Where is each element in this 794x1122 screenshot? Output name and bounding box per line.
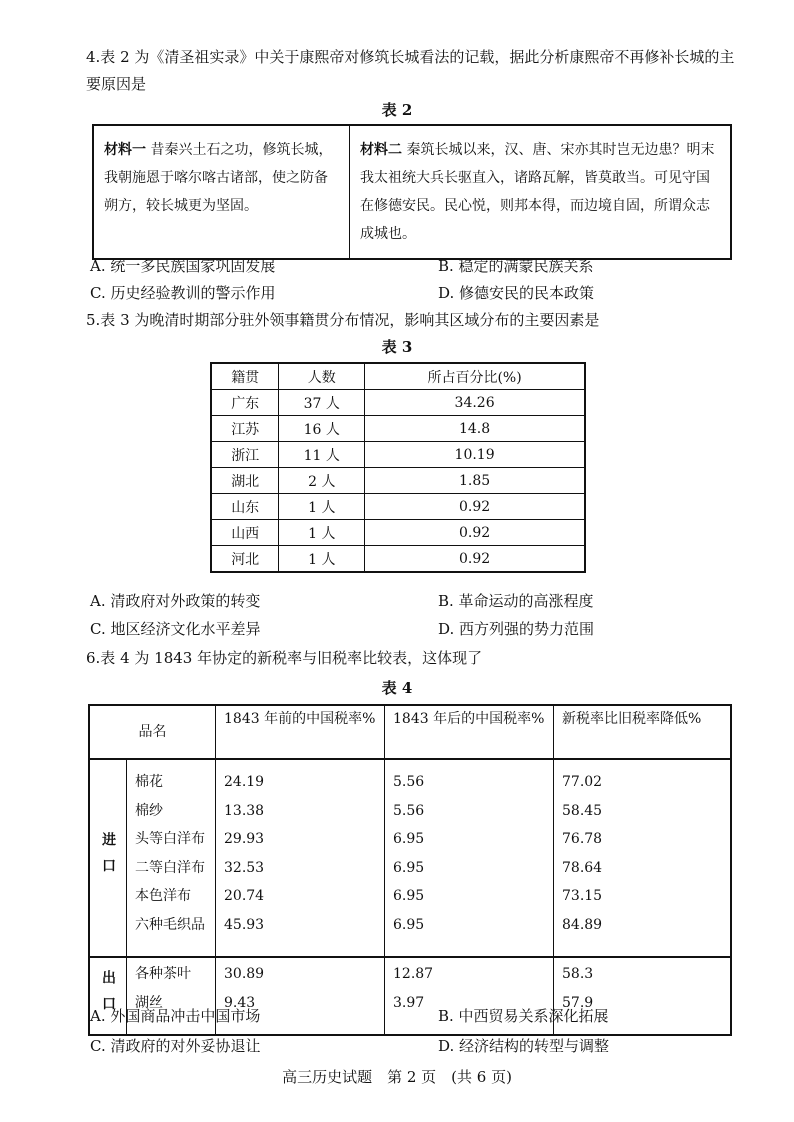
table-row	[211, 390, 585, 416]
q6-option-c[interactable]: C. 清政府的对外妥协退让	[90, 1037, 261, 1055]
q6-stem: 6.表 4 为 1843 年协定的新税率与旧税率比较表，这体现了	[86, 649, 483, 667]
cell: 山东	[211, 494, 279, 520]
list-item: 5.56	[393, 802, 425, 819]
list-item: 六种毛织品	[135, 916, 205, 933]
list-item: 29.93	[224, 831, 265, 847]
cell: 1 人	[279, 494, 365, 520]
cell: 广东	[211, 390, 279, 416]
cell: 0.92	[365, 520, 585, 546]
list-item: 6.95	[393, 888, 425, 904]
q4-option-c[interactable]: C. 历史经验教训的警示作用	[90, 284, 276, 302]
list-item: 湖丝	[135, 994, 163, 1011]
list-item: 78.64	[562, 859, 603, 876]
list-item: 32.53	[224, 859, 265, 876]
list-item: 24.19	[224, 774, 265, 790]
q5-table-caption: 表 3	[381, 338, 413, 356]
table-header-row	[89, 705, 731, 759]
import-section	[89, 759, 731, 957]
cell: 2 人	[279, 468, 365, 494]
cell: 湖北	[211, 468, 279, 494]
header-reduction: 新税率比旧税率降低%	[554, 705, 732, 759]
import-old-rates	[216, 759, 385, 957]
table-row	[211, 546, 585, 573]
header-count: 人数	[279, 363, 365, 390]
q5-option-a[interactable]: A. 清政府对外政策的转变	[90, 592, 261, 610]
q5-option-d[interactable]: D. 西方列强的势力范围	[438, 620, 595, 638]
import-names	[127, 759, 216, 957]
header-new-rate: 1843 年后的中国税率%	[385, 705, 554, 759]
table-row	[211, 520, 585, 546]
table-row	[211, 468, 585, 494]
list-item: 二等白洋布	[135, 859, 205, 876]
list-item: 6.95	[393, 916, 425, 933]
q5-option-c[interactable]: C. 地区经济文化水平差异	[90, 620, 261, 638]
q5-stem: 5.表 3 为晚清时期部分驻外领事籍贯分布情况，影响其区域分布的主要因素是	[86, 311, 600, 329]
list-item: 30.89	[224, 966, 265, 982]
table-row	[211, 494, 585, 520]
table-row	[211, 416, 585, 442]
cell: 山西	[211, 520, 279, 546]
import-label: 进口	[89, 759, 127, 957]
list-item: 58.3	[562, 966, 594, 982]
table-3	[210, 362, 586, 573]
table-2	[92, 124, 732, 260]
cell: 37 人	[279, 390, 365, 416]
table-4	[88, 704, 732, 1036]
list-item: 3.97	[393, 994, 425, 1011]
material-2-label: 材料二	[360, 142, 402, 158]
cell: 16 人	[279, 416, 365, 442]
list-item: 棉花	[135, 774, 163, 790]
list-item: 77.02	[562, 774, 603, 790]
import-new-rates	[385, 759, 554, 957]
table-row	[211, 442, 585, 468]
list-item: 73.15	[562, 888, 603, 904]
list-item: 5.56	[393, 774, 425, 790]
list-item: 13.38	[224, 802, 265, 819]
cell: 0.92	[365, 546, 585, 573]
q4-table-caption: 表 2	[381, 101, 413, 119]
material-2-text: 秦筑长城以来，汉、唐、宋亦其时岂无边患？明末我太祖统大兵长驱直入，诸路瓦解，皆莫敢当。可见守国在修德安民。民心悦，则邦本得，而边境自固，所谓众志成城也。	[360, 142, 715, 242]
list-item: 20.74	[224, 888, 265, 904]
cell: 11 人	[279, 442, 365, 468]
list-item: 76.78	[562, 831, 603, 847]
list-item: 58.45	[562, 802, 603, 819]
q6-option-a[interactable]: A. 外国商品冲击中国市场	[90, 1007, 261, 1025]
cell: 0.92	[365, 494, 585, 520]
header-old-rate: 1843 年前的中国税率%	[216, 705, 385, 759]
cell: 浙江	[211, 442, 279, 468]
list-item: 57.9	[562, 994, 594, 1011]
cell: 14.8	[365, 416, 585, 442]
cell: 1 人	[279, 520, 365, 546]
q5-option-b[interactable]: B. 革命运动的高涨程度	[438, 592, 594, 610]
q4-stem: 4.表 2 为《清圣祖实录》中关于康熙帝对修筑长城看法的记载，据此分析康熙帝不再修补长城的主要原因是	[86, 48, 735, 93]
material-1-label: 材料一	[104, 142, 146, 158]
list-item: 棉纱	[135, 802, 163, 819]
list-item: 头等白洋布	[135, 831, 205, 847]
page-footer: 高三历史试题 第 2 页 (共 6 页)	[282, 1068, 512, 1086]
header-item-name: 品名	[89, 705, 216, 759]
header-percent: 所占百分比(%)	[365, 363, 585, 390]
header-native-place: 籍贯	[211, 363, 279, 390]
list-item: 9.43	[224, 994, 256, 1011]
list-item: 各种茶叶	[135, 966, 191, 982]
q6-option-b[interactable]: B. 中西贸易关系深化拓展	[438, 1007, 609, 1025]
list-item: 本色洋布	[135, 888, 191, 904]
q4-option-b[interactable]: B. 稳定的满蒙民族关系	[438, 257, 594, 275]
list-item: 84.89	[562, 916, 603, 933]
q6-table-caption: 表 4	[381, 679, 413, 697]
cell: 10.19	[365, 442, 585, 468]
material-1-text: 昔秦兴土石之功，修筑长城，我朝施恩于喀尔喀古诸部，使之防备朔方，较长城更为坚固。	[104, 142, 333, 214]
list-item: 45.93	[224, 916, 265, 933]
cell: 河北	[211, 546, 279, 573]
list-item: 12.87	[393, 966, 434, 982]
export-label: 出口	[89, 957, 127, 1035]
list-item: 6.95	[393, 859, 425, 876]
material-2-cell	[350, 125, 732, 259]
cell: 江苏	[211, 416, 279, 442]
q4-option-d[interactable]: D. 修德安民的民本政策	[438, 284, 595, 302]
list-item: 6.95	[393, 831, 425, 847]
cell: 34.26	[365, 390, 585, 416]
cell: 1 人	[279, 546, 365, 573]
q6-option-d[interactable]: D. 经济结构的转型与调整	[438, 1037, 610, 1055]
q4-option-a[interactable]: A. 统一多民族国家巩固发展	[90, 257, 276, 275]
material-1-cell	[93, 125, 350, 259]
import-reductions	[554, 759, 732, 957]
table-header-row	[211, 363, 585, 390]
cell: 1.85	[365, 468, 585, 494]
